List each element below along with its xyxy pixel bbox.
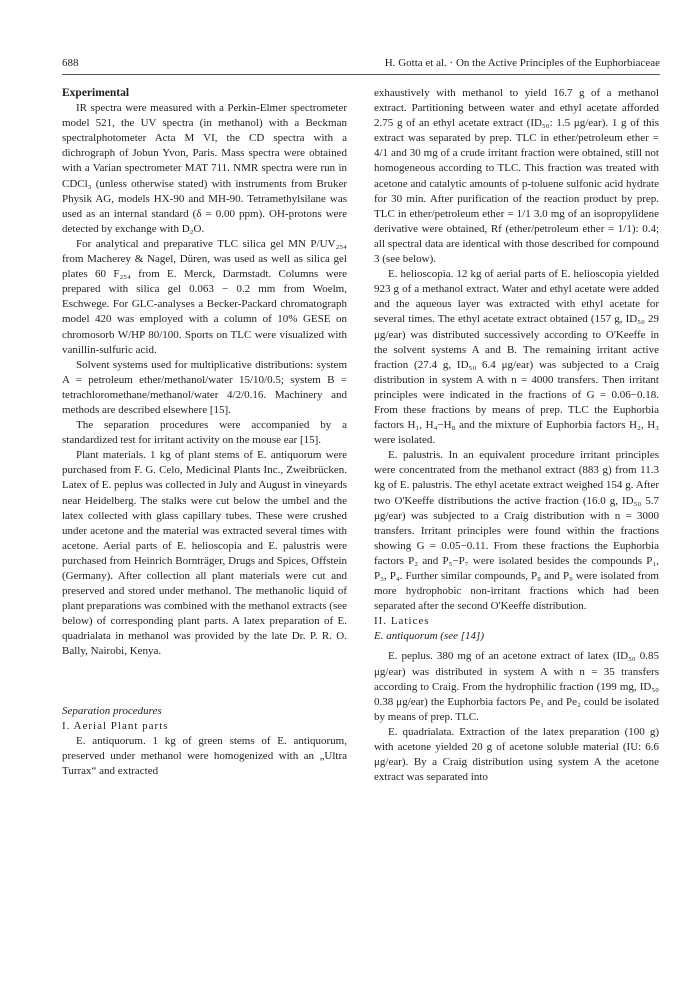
paragraph-peplus: E. peplus. 380 mg of an acetone extract of latex (ID₅₀ 0.85 μg/ear) was distributed in system A with n = 35 transfers according to Craig. From the hydrophilic fraction (199 mg, ID₅₀ 0.38 μg/ear) the Euphorbia factors Pe₁ and Pe₂ could be isolated by means of prep. TLC. — [374, 650, 659, 723]
right-column — [374, 86, 659, 785]
paragraph-antiquorum-continued: exhaustively with methanol to yield 16.7 g of a methanol extract. Partitioning between water and ethyl acetate afforded 2.75 g of an ethyl acetate extract (ID₅₀: 1.5 μg/ear). 1 g of this extract was separated by prep. TLC in ether/petroleum ether = 4/1 and 30 mg of a crude irritant fraction were obtained, still not homogeneous according to TLC. This fraction was treated with acetone and catalytic amounts of p-toluene sulfonic acid hydrate for 30 min. After purification of the reaction product by prep. TLC in ether/petroleum ether = 1/1 3.0 mg of an isopropylidene derivative were obtained, Rf (ether/petroleum ether = 1/1): 0.4; all spectral data are identical with those described for compound 3 (see below). — [374, 87, 659, 266]
subheading-separation-procedures: Separation procedures — [62, 704, 162, 717]
subheading-aerial-plant-parts: I. Aerial Plant parts — [62, 719, 169, 732]
section-heading-experimental: Experimental — [62, 87, 130, 99]
paragraph-plant-materials: Plant materials. 1 kg of plant stems of E. antiquorum were purchased from F. G. Celo, Medicinal Plants Inc., Zweibrücken. Latex of E. peplus was collected in July and August in vineyards near Heidelberg. The stalks were cut below the umbel and the latex collected with glass capillary tubes. These were crushed under acetone and the material was extracted several times with acetone. Aerial parts of E. helioscopia and E. palustris were purchased from Heinrich Bornträger, Drugs and Spices, Offstein (Germany). After collection all plant materials were cut and preserved and stored under methanol. The methanolic liquid of plant preparations was combined with the methanol extracts (see below) of corresponding plant parts. A latex preparation of E. quadrialata in methanol was provided by the late Dr. P. R. O. Bally, Nairobi, Kenya. — [62, 449, 347, 658]
paragraph-irritant-test: The separation procedures were accompanied by a standardized test for irritant activity on the mouse ear [15]. — [62, 419, 347, 447]
running-head: H. Gotta et al. · On the Active Principles of the Euphorbiaceae — [384, 57, 660, 69]
paragraph-tlc: For analytical and preparative TLC silica gel MN P/UV₂₅₄ from Macherey & Nagel, Düren, was used as well as silica gel plates 60 F₂₅₄ from E. Merck, Darmstadt. Columns were prepared with silica gel 0.063 − 0.2 mm from Woelm, Eschwege. For GLC-analyses a Becker-Packard chromatograph model 420 was employed with a column of 10% GESE on chromosorb W/HP 80/100. Sports on TLC were visualized with vanillin-sulfuric acid. — [62, 237, 347, 356]
subheading-antiquorum-ref: E. antiquorum (see [14]) — [374, 630, 484, 643]
running-header — [62, 56, 660, 75]
paragraph-quadrialata: E. quadrialata. Extraction of the latex preparation (100 g) with acetone yielded 20 g of acetone soluble material (IU: 6.6 μg/ear). By a Craig distribution using system A the acetone extract was separated into — [374, 725, 659, 784]
paragraph-palustris: E. palustris. In an equivalent procedure irritant principles were concentrated from the methanol extract (883 g) from 11.3 kg of E. palustris. The ethyl acetate extract weighed 154 g. After two O'Keeffe distributions the active fraction (16.0 g, ID₅₀ 5.7 μg/ear) was subjected to a Craig distribution with n = 3000 transfers. Irritant principles were found within the fractions showing G = 0.05−0.11. From these fractions the Euphorbia factors P₂ and P₅−P₇ were isolated besides the compounds P₁, P₃, P₄. Further similar compounds, P₈ and P₉ were isolated from more hydrophobic non-irritant fractions which had been separated after the second O'Keeffe distribution. — [374, 449, 659, 613]
page-number: 688 — [62, 57, 79, 69]
subheading-latices: II. Latices — [374, 615, 430, 628]
paragraph-instruments: IR spectra were measured with a Perkin-Elmer spectrometer model 521, the UV spectra (in methanol) with a Beckman spectralphotometer Acta M VI, the CD spectra with a dichrograph of Jobun Yvon, Paris. Mass spectra were obtained with a Varian spectrometer MAT 711. NMR spectra were run in CDCl₃ (unless otherwise stated) with instruments from Bruker Physik AG, models HX-90 and MH-90. Tetramethylsilane was used as an internal standard (δ = 0.00 ppm). OH-protons were detected by exchange with D₂O. — [62, 102, 347, 235]
paragraph-helioscopia: E. helioscopia. 12 kg of aerial parts of E. helioscopia yielded 923 g of a methanol extract. Water and ethyl acetate were added and the aqueous layer was extracted with ethyl acetate for several times. The ethyl acetate extract obtained (157 g, ID₅₀ 29 μg/ear) was distributed successively according to O'Keeffe in the solvent systems A and B. The remaining irritant active fraction (27.4 g, ID₅₀ 6.4 μg/ear) was subjected to a Craig distribution in system A with n = 4000 transfers. Then irritant principles were indicated in the fractions of G = 0.06−0.18. From these fractions by means of prep. TLC the Euphorbia factors H₁, H₄−H₈ and the mixture of Euphorbia factors H₂, H₃ were isolated. — [374, 268, 659, 447]
paragraph-solvent-systems: Solvent systems used for multiplicative distributions: system A = petroleum ether/methanol/water 15/10/0.5; system B = tetrachloromethane/methanol/water 4/2/0.16. Machinery and methods are described elsewhere [15]. — [62, 358, 347, 416]
left-column — [62, 86, 347, 779]
paragraph-antiquorum-start: E. antiquorum. 1 kg of green stems of E. antiquorum, preserved under methanol were homogenized with an „Ultra Turrax“ and extracted — [62, 734, 347, 777]
